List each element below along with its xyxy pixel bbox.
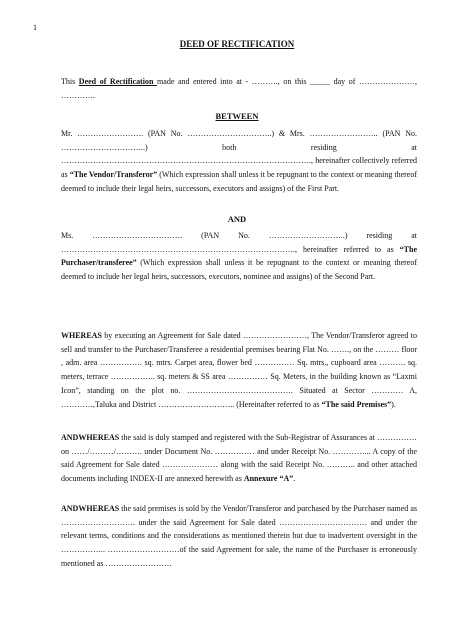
annexure-label: Annexure “A” bbox=[243, 474, 294, 484]
between-heading: BETWEEN bbox=[215, 111, 259, 121]
purchaser-lines: Ms. ……………………………. (PAN No. ………………………..) residing at ……………………………………………………………………………., hereinafter referred to as bbox=[61, 231, 417, 254]
intro-deed-term: Deed of Rectification bbox=[78, 77, 158, 86]
andwhereas-1-text: the said is duly stamped and registered with the Sub-Registrar of Assurances at …………… on ……/………/………. under Document No. …………… and under Receipt No. …………... A copy of the said Agreement for Sale dated ………………… along with the said Receipt No. ……….. and other attached documents including INDEX-II are annexed herewith as bbox=[61, 433, 417, 484]
page-number: 1 bbox=[33, 23, 37, 32]
vendor-rest: (Which expression shall unless it be repugnant to the context or meaning thereof deemed to include their legal heirs, successors, executors and assigns) of the First Part. bbox=[61, 170, 418, 193]
whereas-paragraph bbox=[61, 329, 417, 411]
whereas-text: by executing an Agreement for Sale dated ……………………, The Vendor/Transferor agreed to sell and transfer to the Purchaser/Transferee a residential premises bearing Flat No. ……., on the ……… floor , adm. area ……………. sq. mtrs. Carpet area, flower bed …………… Sq. mtrs., cupboard area ………. sq. meters, terrace …………….. sq. meters & SS area …………… Sq. Meters, in the building known as “Laxmi Icon”, standing on the plot no. …………………………………. Situated at Sector ………… A, …………,Taluka and District ……………………….. (Hereinafter referred to as bbox=[61, 331, 417, 409]
whereas-end: ). bbox=[391, 399, 396, 409]
andwhereas-1-keyword: ANDWHEREAS bbox=[61, 433, 120, 442]
intro-lead: This bbox=[61, 77, 79, 86]
vendor-lines: Mr. ……………………. (PAN No. …………………………..) & Mrs. …………………….. (PAN No. …………………………..) both residing at …………………………………………………………………………………., hereinafter collectively referred as bbox=[61, 129, 417, 180]
vendor-paragraph bbox=[61, 127, 417, 196]
andwhereas-2-keyword: ANDWHEREAS bbox=[61, 504, 120, 513]
whereas-defined-term: “The said Premises” bbox=[321, 399, 392, 409]
document-title: DEED OF RECTIFICATION bbox=[179, 39, 295, 49]
purchaser-paragraph bbox=[61, 229, 417, 284]
purchaser-defined-term: “The Purchaser/transferee” bbox=[61, 244, 417, 268]
purchaser-rest: (Which expression shall unless it be repugnant to the context or meaning thereof deemed to include her legal heirs, successors, executors, nominee and assigns) of the Second Part. bbox=[61, 258, 417, 282]
andwhereas-2-text: the said premises is sold by the Vendor/Transferor and purchased by the Purchaser named as ………………………. under the said Agreement for Sale dated …………………………… and under the relevant terms, conditions and the considerations as mentioned therein but due to inadvertent oversight in the …………….. ………………………of the said Agreement for sale, the name of the Purchaser is erroneously mentioned as ……………………. bbox=[61, 504, 417, 568]
andwhereas-1-end: . bbox=[293, 474, 296, 484]
whereas-keyword: WHEREAS bbox=[61, 331, 102, 340]
and-heading: AND bbox=[227, 214, 247, 224]
intro-paragraph bbox=[61, 75, 417, 102]
intro-rest: made and entered into at - ………., on this _____ day of …………………, …………. bbox=[61, 77, 417, 100]
vendor-defined-term: “The Vendor/Transferor” bbox=[69, 170, 158, 180]
andwhereas-paragraph-2 bbox=[61, 502, 417, 571]
andwhereas-paragraph-1 bbox=[61, 431, 417, 486]
